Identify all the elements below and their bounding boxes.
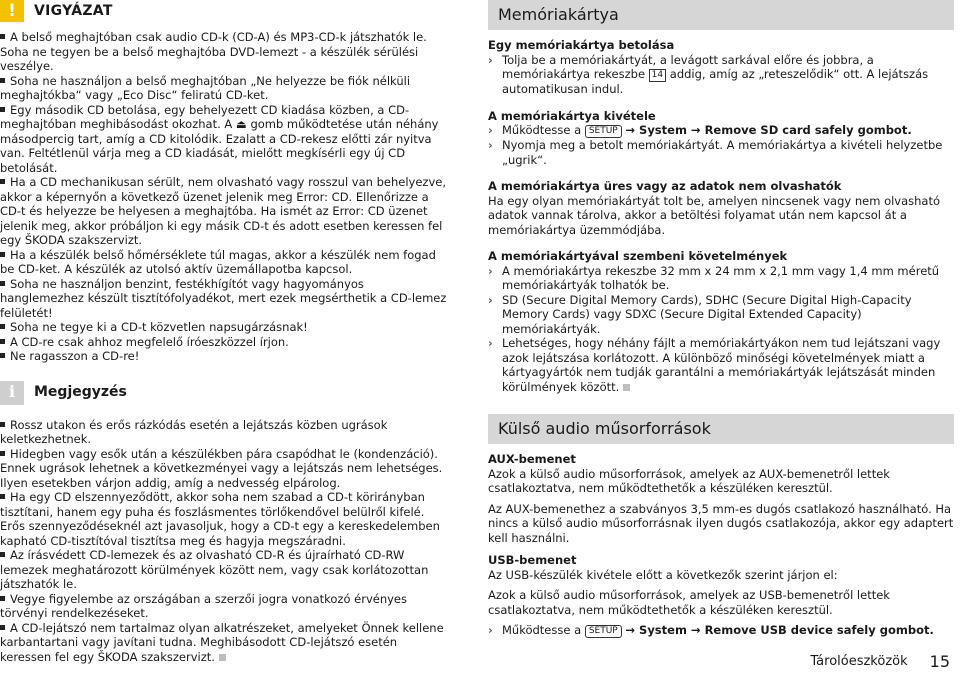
- usb-step: › Működtesse a SETUP → System → Remove USB device safely gombot.: [488, 623, 934, 637]
- section-name: Tárolóeszközök: [810, 653, 908, 669]
- warning-header: [0, 0, 448, 22]
- warning-item: Ha a CD mechanikusan sérült, nem olvasható vagy rosszul van behelyezve, akkor a képernyőn a következő üzenet jelenik meg Error: CD. Ellenőrizze a CD-t és helyezze be helyesen a meghajtóba. Ha ismét az Error: CD üzenet jelenik meg, akkor próbáljon ki egy másik CD-t és adott esetben keressen fel egy ŠKODA szakszervizt.: [0, 175, 446, 247]
- left-column: [0, 0, 448, 664]
- bullet-icon: [0, 179, 5, 184]
- warning-item: Ne ragasszon a CD-re!: [0, 349, 448, 364]
- bullet-icon: [0, 596, 5, 601]
- aux-title: AUX-bemenet: [488, 452, 576, 466]
- note-item: Hidegben vagy esők után a készülékben pára csapódhat le (kondenzáció). Ennek ugrások lehetnek a következményei vagy a lejátszás nem lehetséges. Ilyen esetekben várjon addig, amíg a nedvesség elpárolog.: [0, 446, 443, 490]
- requirements-title: A memóriakártyával szembeni követelmények: [488, 249, 788, 263]
- bullet-icon: [0, 353, 5, 358]
- warning-item: Egy második CD betolása, egy behelyezett CD kiadása közben, a CD-meghajtóban meghibásodást okozhat. A ⏏ gomb működtetése után néhány másodpercig tart, amíg a CD kitolódik. Ezalatt a CD-rekesz előtti zár nyitva van. Feltétlenül várja meg a CD kiadását, mielőtt megkísérli egy új CD betolását.: [0, 102, 439, 175]
- requirement-item: › A memóriakártya rekeszbe 32 mm x 24 mm x 2,1 mm vagy 1,4 mm méretű memóriakártyák tolhatók be.: [488, 263, 940, 292]
- chevron-right-icon: ›: [488, 292, 493, 307]
- aux-text-1: Azok a külső audio műsorforrások, amelyek az AUX-bemenetről lettek csatlakoztatva, nem működtethetők a készüléken keresztül.: [488, 466, 890, 495]
- warning-item: Soha ne tegye ki a CD-t közvetlen napsugárzásnak!: [0, 320, 448, 335]
- empty-card-text: Ha egy olyan memóriakártyát tolt be, amelyen nincsenek vagy nem olvasható adatok vannak tárolva, akkor a betöltési folyamat után nem kapcsol át a memóriakártya üzemmódjába.: [488, 193, 941, 237]
- setup-key: SETUP: [585, 125, 622, 138]
- insert-step: › Tolja be a memóriakártyát, a levágott sarkával előre és jobbra, a memóriakártya rekeszbe 14 addig, amíg az „reteszelődik“ ott. A lejátszás automatikusan indul.: [488, 52, 929, 96]
- page-number: 15: [929, 651, 950, 671]
- page-footer: [810, 651, 950, 671]
- bullet-icon: [0, 281, 5, 286]
- chevron-right-icon: ›: [488, 623, 493, 637]
- bullet-icon: [0, 625, 5, 630]
- eject-title: A memóriakártya kivétele: [488, 108, 656, 123]
- usb-title: USB-bemenet: [488, 553, 577, 567]
- end-mark-icon: [219, 654, 226, 661]
- info-icon: i: [0, 381, 24, 405]
- warning-item: Soha ne használjon benzint, festékhígítót vagy hagyományos hanglemezhez készült tisztítófolyadékot, mert ezek megsérthetik a CD-lemez felületét!: [0, 276, 447, 320]
- requirement-item: › Lehetséges, hogy néhány fájlt a memóriakártyákon nem tud lejátszani vagy azok lejátszása korlátozott. A különböző minőségi követelmények miatt a kártyagyártók nem tudják garantálni a memóriakártyák lejátszását minden körülmények között.: [488, 336, 941, 394]
- bullet-icon: [0, 339, 5, 344]
- chevron-right-icon: ›: [488, 123, 493, 137]
- chevron-right-icon: ›: [488, 52, 493, 67]
- bullet-icon: [0, 252, 5, 257]
- bullet-icon: [0, 451, 5, 456]
- end-mark-icon: [623, 384, 630, 391]
- warning-list: [0, 30, 448, 364]
- bullet-icon: [0, 107, 5, 112]
- note-header: [0, 380, 448, 406]
- warning-item: A belső meghajtóban csak audio CD-k (CD-A) és MP3-CD-k játszhatók le. Soha ne tegyen be a belső meghajtóba DVD-lemezt - a készülék sérülési veszélye.: [0, 30, 427, 73]
- note-list: [0, 418, 448, 665]
- warning-title: VIGYÁZAT: [34, 2, 113, 19]
- insert-title: Egy memóriakártya betolása: [488, 38, 675, 52]
- setup-key: SETUP: [585, 625, 622, 638]
- right-column: [488, 0, 954, 638]
- warning-item: A CD-re csak ahhoz megfelelő íróeszközzel írjon.: [0, 335, 448, 350]
- note-title: Megjegyzés: [34, 384, 127, 401]
- warning-item: Ha a készülék belső hőmérséklete túl magas, akkor a készülék nem fogad be CD-ket. A készülék az utolsó aktív üzemállapotba kapcsol.: [0, 247, 436, 276]
- warning-item: Soha ne használjon a belső meghajtóban „Ne helyezze be fiók nélküli meghajtókba“ vagy „Eco Disc“ feliratú CD-ket.: [0, 73, 411, 102]
- chevron-right-icon: ›: [488, 336, 493, 350]
- memory-card-heading: Memóriakártya: [488, 0, 954, 30]
- note-item: Vegye figyelembe az országában a szerzői jogra vonatkozó érvényes törvényi rendelkezéseket.: [0, 591, 407, 620]
- bullet-icon: [0, 78, 5, 83]
- chevron-right-icon: ›: [488, 263, 493, 278]
- bullet-icon: [0, 552, 5, 557]
- usb-text-2: Azok a külső audio műsorforrások, amelyek az USB-bemenetről lettek csatlakoztatva, nem működtethetők a készüléken keresztül.: [488, 588, 890, 617]
- bullet-icon: [0, 494, 5, 499]
- requirement-item: › SD (Secure Digital Memory Cards), SDHC (Secure Digital High-Capacity Memory Cards) vagy SDXC (Secure Digital Extended Capacity) memóriakártyák.: [488, 292, 912, 336]
- eject-step-1: › Működtesse a SETUP → System → Remove SD card safely gombot.: [488, 123, 912, 137]
- note-item: A CD-lejátszó nem tartalmaz olyan alkatrészeket, amelyeket Önnek kellene karbantartani vagy javítani tudna. Meghibásodott CD-lejátszó esetén keressen fel egy ŠKODA szakszervizt.: [0, 620, 444, 664]
- external-audio-heading: Külső audio műsorforrások: [488, 414, 954, 444]
- usb-text-1: Az USB-készülék kivétele előtt a következők szerint járjon el:: [488, 567, 838, 582]
- note-item: Ha egy CD elszennyeződött, akkor soha nem szabad a CD-t körirányban tisztítani, hanem egy puha és foszlásmentes törlőkendővel belülről kifelé. Erős szennyeződéseknél azt javasoljuk, hogy a CD-t egy a kereskedelemben kapható CD-tisztítóval tisztítsa meg és hagyja megszáradni.: [0, 490, 440, 548]
- bullet-icon: [0, 34, 5, 39]
- slot-number: 14: [649, 69, 666, 82]
- note-item: Rossz utakon és erős rázkódás esetén a lejátszás közben ugrások keletkezhetnek.: [0, 417, 388, 446]
- aux-text-2: Az AUX-bemenethez a szabványos 3,5 mm-es dugós csatlakozó használható. Ha nincs a külső audio műsorforrásnak ilyen dugós csatlakozója, akkor egy adaptert kell használni.: [488, 501, 954, 545]
- empty-card-title: A memóriakártya üres vagy az adatok nem olvashatók: [488, 179, 842, 193]
- warning-icon: !: [0, 0, 24, 22]
- note-item: Az írásvédett CD-lemezek és az olvasható CD-R és újraírható CD-RW lemezek meghatározott körülmények között nem, vagy csak korlátozottan játszhatók le.: [0, 548, 429, 591]
- eject-step-2: › Nyomja meg a betolt memóriakártyát. A memóriakártya a kivételi helyzetbe „ugrik“.: [488, 138, 943, 167]
- bullet-icon: [0, 324, 5, 329]
- bullet-icon: [0, 422, 5, 427]
- chevron-right-icon: ›: [488, 138, 493, 152]
